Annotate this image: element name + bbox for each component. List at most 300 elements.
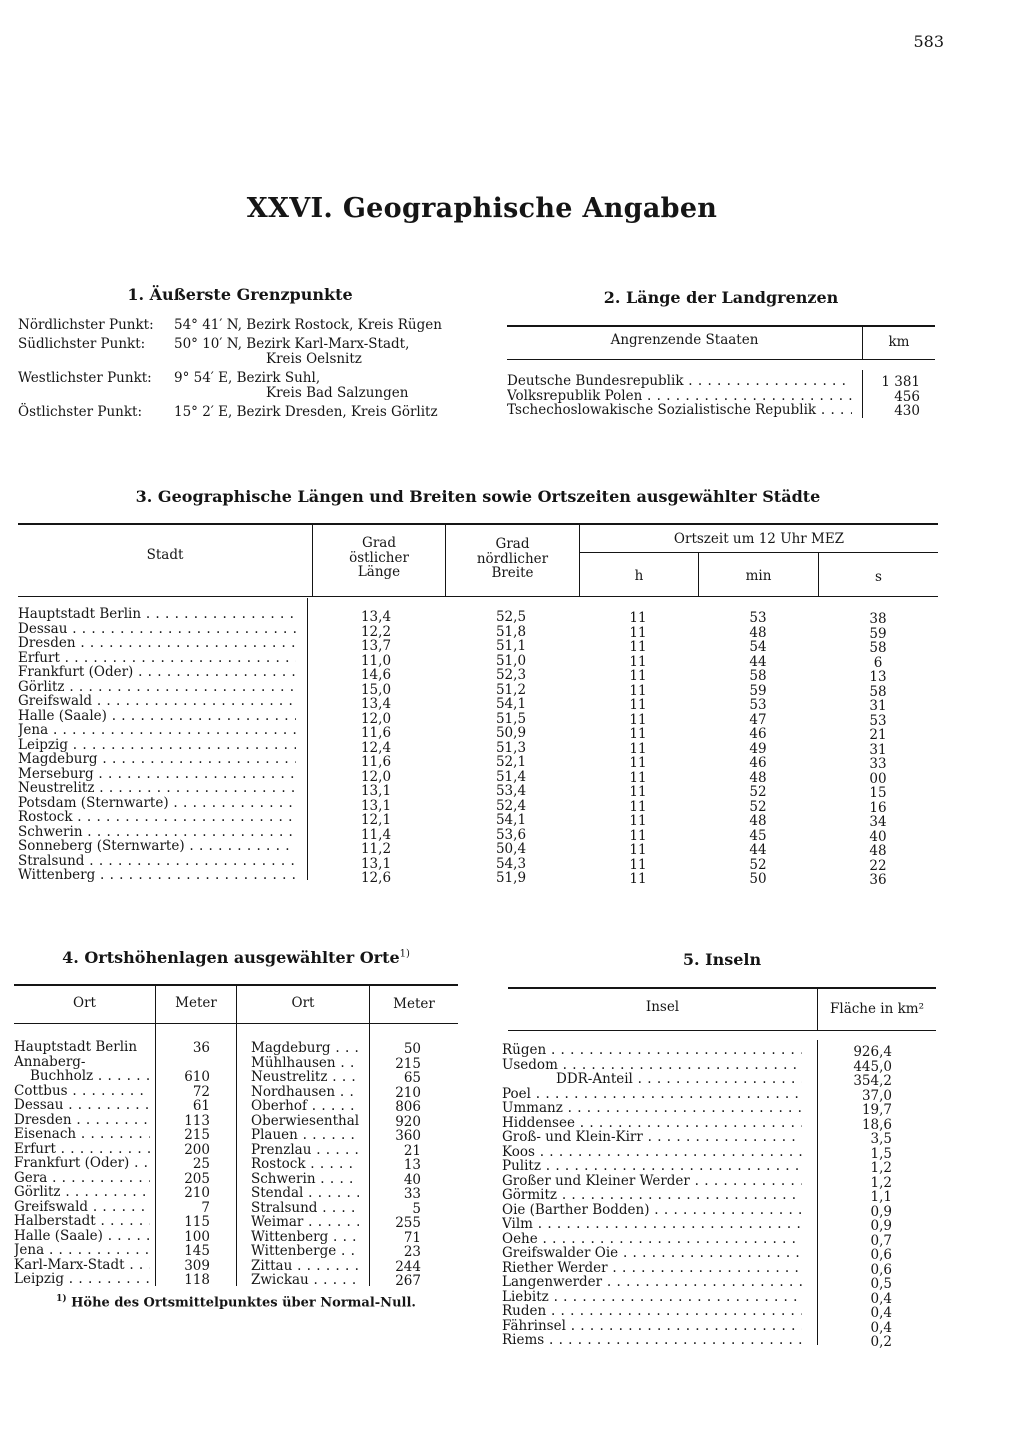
ort-meter: 610 xyxy=(184,1070,210,1085)
sekunden-value: 38 xyxy=(869,612,887,627)
breite-value: 51,3 xyxy=(495,740,527,755)
breite-value: 53,6 xyxy=(495,827,527,842)
ort-name: Plauen . . . xyxy=(251,1128,359,1143)
ort-name: Greifswald . . . xyxy=(14,1200,150,1215)
laenge-value: 13,1 xyxy=(360,784,392,799)
insel-name: Riems . . . xyxy=(502,1333,802,1348)
insel-flaeche: 0,2 xyxy=(870,1335,892,1350)
meter-column xyxy=(375,1042,421,1289)
insel-flaeche: 0,6 xyxy=(870,1248,892,1263)
header-laenge-line: Grad xyxy=(362,535,396,551)
laenge-value: 12,4 xyxy=(360,740,392,755)
stunden-value: 11 xyxy=(629,785,647,800)
section-5-title: 5. Inseln xyxy=(682,950,762,969)
staat-km: 430 xyxy=(894,404,920,419)
breite-value: 52,3 xyxy=(495,668,527,683)
ort-meter: 360 xyxy=(395,1129,421,1144)
insel-flaeche: 0,4 xyxy=(870,1291,892,1306)
breite-value: 51,8 xyxy=(495,624,527,639)
breite-value: 54,3 xyxy=(495,856,527,871)
insel-flaeche: 354,2 xyxy=(853,1074,892,1089)
insel-name: Fährinsel . . . xyxy=(502,1319,802,1334)
stunden-value: 11 xyxy=(629,698,647,713)
ort-meter: 210 xyxy=(395,1085,421,1100)
laenge-value: 11,0 xyxy=(360,653,392,668)
ort-meter: 50 xyxy=(403,1042,421,1057)
section-1-title: 1. Äußerste Grenzpunkte xyxy=(127,285,353,304)
grenzpunkte-table xyxy=(18,317,478,419)
minuten-value: 48 xyxy=(749,814,767,829)
stadt-name: Schwerin . . . xyxy=(18,825,296,840)
grenzpunkt-label xyxy=(18,351,168,366)
rule xyxy=(507,325,935,327)
stunden-value: 11 xyxy=(629,640,647,655)
grenzpunkt-value: 9° 54′ E, Bezirk Suhl, xyxy=(174,369,321,386)
laenge-value: 15,0 xyxy=(360,682,392,697)
insel-flaeche: 0,9 xyxy=(870,1204,892,1219)
ort-meter: 25 xyxy=(192,1157,210,1172)
ort-name: Görlitz . . . xyxy=(14,1185,150,1200)
breite-value: 54,1 xyxy=(495,813,527,828)
ort-name: Stendal . . . xyxy=(251,1186,359,1201)
laenge-value: 12,0 xyxy=(360,769,392,784)
minuten-value: 48 xyxy=(749,625,767,640)
ort-meter: 255 xyxy=(395,1216,421,1231)
section-4-title xyxy=(14,948,458,967)
stadt-name: Dresden . . . xyxy=(18,636,296,651)
laenge-value: 12,6 xyxy=(360,871,392,886)
sekunden-value: 15 xyxy=(869,786,887,801)
flaeche-column xyxy=(830,1045,892,1350)
staat-name: Tschechoslowakische Sozialistische Republik . . . xyxy=(507,403,852,418)
grenzpunkt-value: Kreis Oelsnitz xyxy=(266,350,362,367)
stunden-value: 11 xyxy=(629,857,647,872)
grenzpunkt-label xyxy=(18,385,168,400)
insel-flaeche: 1,2 xyxy=(870,1161,892,1176)
stunden-value: 11 xyxy=(629,828,647,843)
laenge-value: 13,4 xyxy=(360,610,392,625)
staat-name: Deutsche Bundesrepublik . . . xyxy=(507,374,852,389)
minuten-value: 52 xyxy=(749,785,767,800)
rule xyxy=(155,986,156,1286)
breite-value: 52,5 xyxy=(495,610,527,625)
stunden-value: 11 xyxy=(629,756,647,771)
ort-meter: 72 xyxy=(192,1084,210,1099)
ort-name: Leipzig . . . xyxy=(14,1272,150,1287)
breite-value: 52,1 xyxy=(495,755,527,770)
minuten-value: 52 xyxy=(749,799,767,814)
insel-name: Ummanz . . . xyxy=(502,1101,802,1116)
ort-name: Karl-Marx-Stadt . . . xyxy=(14,1258,150,1273)
stadt-name: Wittenberg . . . xyxy=(18,868,296,883)
ort-meter: 40 xyxy=(403,1172,421,1187)
grenzpunkt-row xyxy=(18,404,478,419)
minuten-value: 46 xyxy=(749,756,767,771)
ort-meter: 215 xyxy=(184,1128,210,1143)
ort-meter: 21 xyxy=(403,1143,421,1158)
stunden-value: 11 xyxy=(629,611,647,626)
laenge-value: 14,6 xyxy=(360,668,392,683)
insel-flaeche: 926,4 xyxy=(853,1045,892,1060)
ort-meter: 309 xyxy=(184,1258,210,1273)
sekunden-value: 33 xyxy=(869,757,887,772)
ort-name: Dessau . . . xyxy=(14,1098,150,1113)
grenzpunkt-row xyxy=(18,336,478,351)
breite-value: 51,9 xyxy=(495,871,527,886)
ort-meter: 145 xyxy=(184,1244,210,1259)
insel-flaeche: 445,0 xyxy=(853,1059,892,1074)
stadt-name: Neustrelitz . . . xyxy=(18,781,296,796)
grenzpunkt-row xyxy=(18,351,478,366)
insel-name: Koos . . . xyxy=(502,1145,802,1160)
stunden-value: 11 xyxy=(629,814,647,829)
header-breite-line: Grad xyxy=(495,536,530,552)
chapter-title: XXVI. Geographische Angaben xyxy=(246,193,718,224)
rule xyxy=(862,370,863,418)
sekunden-value: 22 xyxy=(869,858,887,873)
header-h: h xyxy=(634,568,644,584)
breite-value: 54,1 xyxy=(495,697,527,712)
stunden-value: 11 xyxy=(629,843,647,858)
sekunden-value: 53 xyxy=(869,713,887,728)
insel-flaeche: 3,5 xyxy=(870,1132,892,1147)
ort-meter: 267 xyxy=(395,1274,421,1289)
minuten-value: 52 xyxy=(749,857,767,872)
rule xyxy=(507,359,935,360)
ort-meter: 205 xyxy=(184,1171,210,1186)
stunden-value: 11 xyxy=(629,872,647,887)
ort-name: Frankfurt (Oder) . . . xyxy=(14,1156,150,1171)
insel-flaeche: 0,4 xyxy=(870,1320,892,1335)
sekunden-value: 31 xyxy=(869,699,887,714)
header-laenge-line: östlicher xyxy=(349,549,409,566)
stadt-name: Jena . . . xyxy=(18,723,296,738)
minuten-value: 44 xyxy=(749,843,767,858)
grenzpunkt-value: 50° 10′ N, Bezirk Karl-Marx-Stadt, xyxy=(174,335,410,352)
laenge-value: 12,1 xyxy=(360,813,392,828)
ort-name: Jena . . . xyxy=(14,1243,150,1258)
rule xyxy=(580,552,938,553)
header-ort: Ort xyxy=(73,995,96,1011)
ort-name: Eisenach . . . xyxy=(14,1127,150,1142)
staat-km: 1 381 xyxy=(881,375,920,390)
laenge-value: 13,1 xyxy=(360,856,392,871)
ort-meter: 5 xyxy=(412,1201,421,1216)
minuten-value: 45 xyxy=(749,828,767,843)
header-breite-line: Breite xyxy=(491,565,534,581)
ort-name: Magdeburg . . . xyxy=(251,1041,359,1056)
stadt-name: Erfurt . . . xyxy=(18,651,296,666)
insel-flaeche: 1,2 xyxy=(870,1175,892,1190)
rule xyxy=(508,1030,936,1031)
stadt-name: Greifswald . . . xyxy=(18,694,296,709)
ort-name: Wittenberge . . . xyxy=(251,1244,359,1259)
ort-name: Neustrelitz . . . xyxy=(251,1070,359,1085)
ort-column xyxy=(251,1041,359,1288)
insel-column xyxy=(502,1043,802,1348)
stunden-value: 11 xyxy=(629,683,647,698)
header-min: min xyxy=(745,568,772,584)
insel-name: Vilm . . . xyxy=(502,1217,802,1232)
ort-meter: 7 xyxy=(201,1200,210,1215)
insel-name: Ruden . . . xyxy=(502,1304,802,1319)
ort-name: Zwickau . . . xyxy=(251,1273,359,1288)
rule xyxy=(14,1023,458,1024)
insel-name: Pulitz . . . xyxy=(502,1159,802,1174)
ort-meter: 100 xyxy=(184,1229,210,1244)
ort-meter: 36 xyxy=(192,1041,210,1056)
grenzpunkt-label: Nördlichster Punkt: xyxy=(18,316,154,333)
ort-name: Buchholz . . . xyxy=(14,1069,150,1084)
sekunden-value: 58 xyxy=(869,641,887,656)
insel-name: Usedom . . . xyxy=(502,1058,802,1073)
minuten-value: 44 xyxy=(749,654,767,669)
laenge-column xyxy=(341,610,411,886)
laenge-value: 13,7 xyxy=(360,639,392,654)
breite-value: 50,4 xyxy=(495,842,527,857)
ort-name: Erfurt . . . xyxy=(14,1142,150,1157)
meter-column xyxy=(160,1041,210,1288)
insel-name: Großer und Kleiner Werder . . . xyxy=(502,1174,802,1189)
insel-flaeche: 19,7 xyxy=(861,1103,892,1118)
stadt-name: Dessau . . . xyxy=(18,622,296,637)
insel-name: Groß- und Klein-Kirr . . . xyxy=(502,1130,802,1145)
insel-name: Liebitz . . . xyxy=(502,1290,802,1305)
breite-value: 50,9 xyxy=(495,726,527,741)
minuten-value: 54 xyxy=(749,640,767,655)
header-breite xyxy=(446,537,579,581)
stunden-value: 11 xyxy=(629,654,647,669)
sekunden-value: 6 xyxy=(873,655,883,670)
grenzpunkt-label: Südlichster Punkt: xyxy=(18,335,146,352)
minuten-value: 53 xyxy=(749,611,767,626)
h-column xyxy=(620,611,656,887)
ort-meter: 33 xyxy=(403,1187,421,1202)
minuten-value: 46 xyxy=(749,727,767,742)
insel-flaeche: 0,6 xyxy=(870,1262,892,1277)
footnote-text: Höhe des Ortsmittelpunktes über Normal-Null. xyxy=(71,1295,416,1311)
header-meter: Meter xyxy=(393,996,435,1012)
header-s: s xyxy=(875,569,882,585)
ort-name: Schwerin . . . xyxy=(251,1172,359,1187)
stadt-name: Frankfurt (Oder) . . . xyxy=(18,665,296,680)
footnote-mark: 1) xyxy=(56,1294,67,1304)
stadt-name: Hauptstadt Berlin . . . xyxy=(18,607,296,622)
ort-meter: 65 xyxy=(403,1071,421,1086)
ort-name: Hauptstadt Berlin xyxy=(14,1040,138,1055)
breite-value: 51,1 xyxy=(495,639,527,654)
header-km: km xyxy=(888,334,910,350)
stunden-value: 11 xyxy=(629,712,647,727)
rule xyxy=(508,987,936,989)
header-stadt: Stadt xyxy=(146,547,184,563)
ort-meter: 920 xyxy=(395,1114,421,1129)
insel-name: Oie (Barther Bodden) . . . xyxy=(502,1203,802,1218)
rule xyxy=(307,598,308,880)
ort-meter: 200 xyxy=(184,1142,210,1157)
stadt-name: Stralsund . . . xyxy=(18,854,296,869)
insel-flaeche: 0,4 xyxy=(870,1306,892,1321)
sekunden-value: 21 xyxy=(869,728,887,743)
ort-meter: 210 xyxy=(184,1186,210,1201)
minuten-value: 58 xyxy=(749,669,767,684)
rule xyxy=(369,986,370,1286)
sekunden-value: 16 xyxy=(869,800,887,815)
laenge-value: 13,4 xyxy=(360,697,392,712)
stunden-value: 11 xyxy=(629,741,647,756)
insel-flaeche: 18,6 xyxy=(861,1117,892,1132)
ort-name: Mühlhausen . . . xyxy=(251,1056,359,1071)
sekunden-value: 31 xyxy=(869,742,887,757)
stunden-value: 11 xyxy=(629,625,647,640)
grenzpunkt-row xyxy=(18,317,478,332)
minuten-value: 49 xyxy=(749,741,767,756)
stadt-name: Potsdam (Sternwarte) . . . xyxy=(18,796,296,811)
stadt-name: Leipzig . . . xyxy=(18,738,296,753)
km-column xyxy=(866,375,920,419)
staaten-column xyxy=(507,374,852,418)
ort-name: Stralsund . . . xyxy=(251,1201,359,1216)
ort-name: Nordhausen . . . xyxy=(251,1085,359,1100)
section-4-title-text: 4. Ortshöhenlagen ausgewählter Orte xyxy=(62,948,400,967)
ort-name: Halle (Saale) . . . xyxy=(14,1229,150,1244)
laenge-value: 11,4 xyxy=(360,827,392,842)
ort-meter: 806 xyxy=(395,1100,421,1115)
ort-name: Dresden . . . xyxy=(14,1113,150,1128)
insel-name: Görmitz . . . xyxy=(502,1188,802,1203)
insel-name: Hiddensee . . . xyxy=(502,1116,802,1131)
ort-meter: 23 xyxy=(403,1245,421,1260)
ort-meter: 13 xyxy=(403,1158,421,1173)
insel-name: Riether Werder . . . xyxy=(502,1261,802,1276)
header-insel: Insel xyxy=(645,999,680,1015)
header-flaeche: Fläche in km² xyxy=(830,1001,924,1017)
section-3-title: 3. Geographische Längen und Breiten sowie Ortszeiten ausgewählter Städte xyxy=(135,487,821,506)
ort-meter: 118 xyxy=(184,1273,210,1288)
ort-meter: 244 xyxy=(395,1259,421,1274)
ort-name: Zittau . . . xyxy=(251,1259,359,1274)
breite-value: 51,0 xyxy=(495,653,527,668)
ort-column xyxy=(14,1040,150,1287)
insel-name: Oehe . . . xyxy=(502,1232,802,1247)
grenzpunkt-label: Westlichster Punkt: xyxy=(18,369,152,386)
breite-value: 51,5 xyxy=(495,711,527,726)
minuten-value: 50 xyxy=(749,872,767,887)
sekunden-value: 58 xyxy=(869,684,887,699)
sekunden-value: 00 xyxy=(869,771,887,786)
page-number: 583 xyxy=(913,32,944,51)
footnote xyxy=(14,1294,458,1310)
ort-name: Oberwiesenthal . . . xyxy=(251,1114,359,1129)
ort-name: Annaberg- xyxy=(14,1054,86,1069)
grenzpunkt-label: Östlichster Punkt: xyxy=(18,403,143,420)
breite-value: 51,4 xyxy=(495,769,527,784)
rule xyxy=(236,986,237,1286)
ort-name: Weimar . . . xyxy=(251,1215,359,1230)
sekunden-value: 48 xyxy=(869,844,887,859)
s-column xyxy=(860,612,896,888)
grenzpunkt-value: 54° 41′ N, Bezirk Rostock, Kreis Rügen xyxy=(174,316,442,333)
header-laenge-line: Länge xyxy=(357,564,401,580)
sekunden-value: 40 xyxy=(869,829,887,844)
insel-name: Greifswalder Oie . . . xyxy=(502,1246,802,1261)
grenzpunkt-row xyxy=(18,385,478,400)
ort-name: Rostock . . . xyxy=(251,1157,359,1172)
ort-name: Wittenberg . . . xyxy=(251,1230,359,1245)
ort-name: Prenzlau . . . xyxy=(251,1143,359,1158)
ort-name: Oberhof . . . xyxy=(251,1099,359,1114)
ort-meter: 115 xyxy=(184,1215,210,1230)
rule xyxy=(18,596,938,597)
insel-flaeche: 0,9 xyxy=(870,1219,892,1234)
footnote-ref: 1) xyxy=(399,948,410,960)
minuten-value: 48 xyxy=(749,770,767,785)
header-laenge xyxy=(313,536,445,580)
laenge-value: 11,2 xyxy=(360,842,392,857)
breite-column xyxy=(476,610,546,886)
staat-name: Volksrepublik Polen . . . xyxy=(507,389,852,404)
stunden-value: 11 xyxy=(629,799,647,814)
laenge-value: 13,1 xyxy=(360,798,392,813)
sekunden-value: 59 xyxy=(869,626,887,641)
minuten-value: 47 xyxy=(749,712,767,727)
header-ort: Ort xyxy=(291,995,315,1011)
ort-name: Cottbus . . . xyxy=(14,1084,150,1099)
ort-meter: 113 xyxy=(184,1113,210,1128)
stadt-name: Halle (Saale) . . . xyxy=(18,709,296,724)
insel-name: Rügen . . . xyxy=(502,1043,802,1058)
ort-name: Halberstadt . . . xyxy=(14,1214,150,1229)
stadt-name: Sonneberg (Sternwarte) . . . xyxy=(18,839,296,854)
laenge-value: 11,6 xyxy=(360,726,392,741)
stadt-name: Magdeburg . . . xyxy=(18,752,296,767)
sekunden-value: 34 xyxy=(869,815,887,830)
ort-meter: 215 xyxy=(395,1056,421,1071)
staat-km: 456 xyxy=(894,389,920,404)
insel-flaeche: 1,5 xyxy=(870,1146,892,1161)
sekunden-value: 36 xyxy=(869,873,887,888)
ort-meter xyxy=(160,1056,210,1071)
minuten-value: 59 xyxy=(749,683,767,698)
min-column xyxy=(740,611,776,887)
header-breite-line: nördlicher xyxy=(476,550,549,567)
insel-flaeche: 0,7 xyxy=(870,1233,892,1248)
breite-value: 53,4 xyxy=(495,784,527,799)
grenzpunkt-value: 15° 2′ E, Bezirk Dresden, Kreis Görlitz xyxy=(174,403,438,420)
ort-name: Gera . . . xyxy=(14,1171,150,1186)
grenzpunkt-value: Kreis Bad Salzungen xyxy=(266,384,409,401)
insel-name: Poel . . . xyxy=(502,1087,802,1102)
laenge-value: 12,0 xyxy=(360,711,392,726)
ort-meter: 71 xyxy=(403,1230,421,1245)
stunden-value: 11 xyxy=(629,727,647,742)
section-2-title: 2. Länge der Landgrenzen xyxy=(603,288,839,307)
sekunden-value: 13 xyxy=(869,670,887,685)
header-ortszeit: Ortszeit um 12 Uhr MEZ xyxy=(673,531,845,547)
minuten-value: 53 xyxy=(749,698,767,713)
section-1-content xyxy=(18,317,478,419)
header-meter: Meter xyxy=(175,995,217,1011)
insel-name: Langenwerder . . . xyxy=(502,1275,802,1290)
rule xyxy=(18,523,938,525)
stadt-name: Merseburg . . . xyxy=(18,767,296,782)
grenzpunkt-row xyxy=(18,370,478,385)
header-angrenzende-staaten: Angrenzende Staaten xyxy=(610,332,759,348)
breite-value: 51,2 xyxy=(495,682,527,697)
stadt-column xyxy=(18,607,296,883)
insel-flaeche: 0,5 xyxy=(870,1277,892,1292)
stadt-name: Görlitz . . . xyxy=(18,680,296,695)
